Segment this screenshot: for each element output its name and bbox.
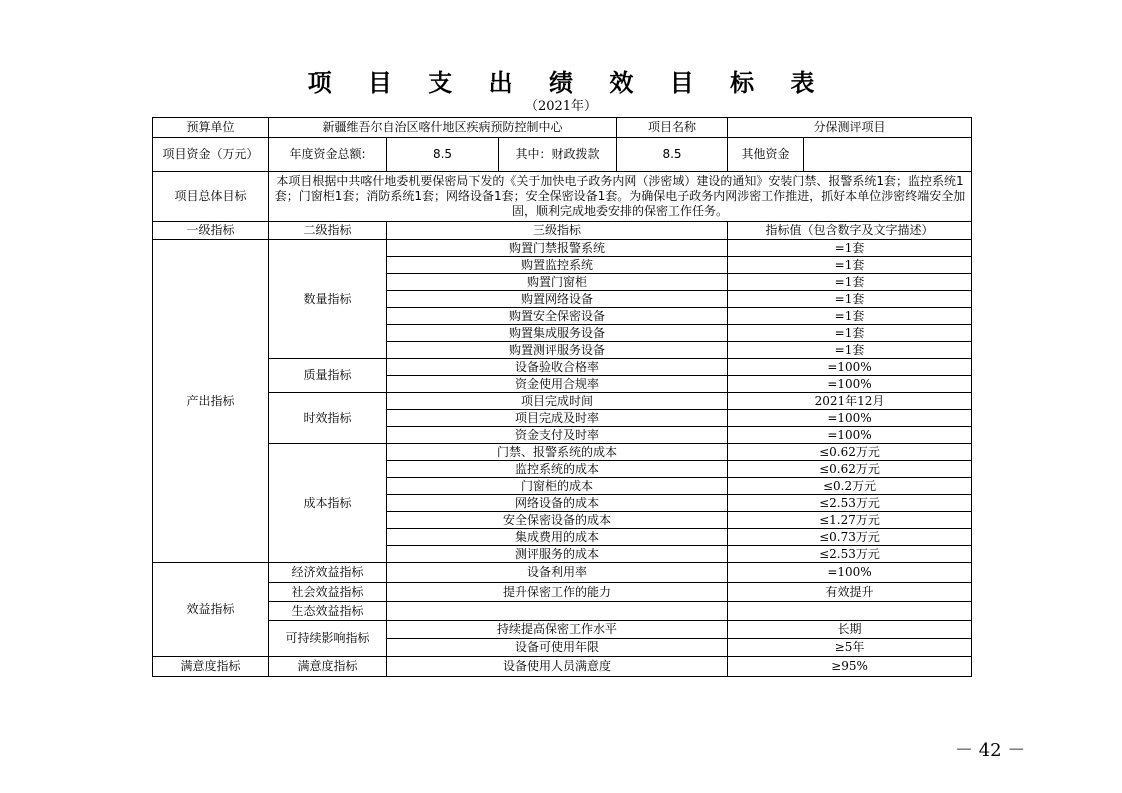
ecological-indicator-label: 生态效益指标	[269, 602, 387, 621]
fiscal-label: 其中：财政拨款	[499, 138, 617, 172]
indicator-value: 长期	[728, 621, 972, 639]
page-number: － 42 －	[955, 740, 1026, 761]
indicator-name: 网络设备的成本	[387, 495, 728, 512]
fund-label: 项目资金（万元）	[153, 138, 269, 172]
annual-total-label: 年度资金总额:	[269, 138, 387, 172]
sustainable-indicator-label: 可持续影响指标	[269, 621, 387, 657]
indicator-value: ≤0.2万元	[728, 478, 972, 495]
indicator-value: =1套	[728, 274, 972, 291]
col-level3: 三级指标	[387, 222, 728, 240]
benefit-indicator-label: 效益指标	[153, 563, 269, 657]
indicator-name: 购置安全保密设备	[387, 308, 728, 325]
indicator-value	[728, 602, 972, 621]
indicator-name: 购置门窗柜	[387, 274, 728, 291]
indicator-name: 资金支付及时率	[387, 427, 728, 444]
indicator-name: 提升保密工作的能力	[387, 583, 728, 602]
indicator-value: =100%	[728, 410, 972, 427]
indicator-name: 购置网络设备	[387, 291, 728, 308]
indicator-value: ≤2.53万元	[728, 495, 972, 512]
indicator-value: ≤2.53万元	[728, 546, 972, 563]
timeliness-indicator-label: 时效指标	[269, 393, 387, 444]
quality-indicator-label: 质量指标	[269, 359, 387, 393]
table-row	[153, 393, 972, 410]
indicator-value: ≤0.62万元	[728, 444, 972, 461]
goal-label: 项目总体目标	[153, 172, 269, 222]
indicator-value: =1套	[728, 342, 972, 359]
indicator-value: ≤0.73万元	[728, 529, 972, 546]
indicator-value: =100%	[728, 359, 972, 376]
indicator-value: 2021年12月	[728, 393, 972, 410]
other-fund-label: 其他资金	[728, 138, 804, 172]
indicator-name: 持续提高保密工作水平	[387, 621, 728, 639]
indicator-name: 安全保密设备的成本	[387, 512, 728, 529]
table-row	[153, 657, 972, 677]
table-title: 项 目 支 出 绩 效 目 标 表	[307, 68, 829, 97]
performance-target-table	[152, 117, 972, 677]
indicator-value: =1套	[728, 257, 972, 274]
indicator-name: 门窗柜的成本	[387, 478, 728, 495]
quantity-indicator-label: 数量指标	[269, 240, 387, 359]
table-row	[153, 359, 972, 376]
indicator-value: ≤0.62万元	[728, 461, 972, 478]
satisfaction-sub-label: 满意度指标	[269, 657, 387, 677]
indicator-name: 资金使用合规率	[387, 376, 728, 393]
indicator-value: =1套	[728, 308, 972, 325]
indicator-name: 购置门禁报警系统	[387, 240, 728, 257]
indicator-name: 集成费用的成本	[387, 529, 728, 546]
other-fund-value	[804, 138, 972, 172]
economic-indicator-label: 经济效益指标	[269, 563, 387, 583]
indicator-name: 项目完成及时率	[387, 410, 728, 427]
indicator-name	[387, 602, 728, 621]
table-row	[153, 602, 972, 621]
project-name-label: 项目名称	[617, 118, 728, 138]
indicator-name: 设备可使用年限	[387, 639, 728, 657]
indicator-value: ≥5年	[728, 639, 972, 657]
indicator-value: =100%	[728, 376, 972, 393]
goal-text: 本项目根据中共喀什地委机要保密局下发的《关于加快电子政务内网（涉密域）建设的通知》安装门禁、报警系统1套；监控系统1套；门窗柜1套；消防系统1套；网络设备1套；安全保密设备1套。为确保电子政务内网涉密工作推进，抓好本单位涉密终端安全加固，顺利完成地委安排的保密工作任务。	[269, 172, 972, 222]
column-header-row	[153, 222, 972, 240]
satisfaction-indicator-label: 满意度指标	[153, 657, 269, 677]
indicator-name: 门禁、报警系统的成本	[387, 444, 728, 461]
budget-unit-label: 预算单位	[153, 118, 269, 138]
table-row	[153, 621, 972, 639]
indicator-name: 监控系统的成本	[387, 461, 728, 478]
indicator-name: 测评服务的成本	[387, 546, 728, 563]
fiscal-value: 8.5	[617, 138, 728, 172]
table-row	[153, 240, 972, 257]
cost-indicator-label: 成本指标	[269, 444, 387, 563]
indicator-name: 设备使用人员满意度	[387, 657, 728, 677]
header-row-fund	[153, 138, 972, 172]
indicator-value: ≤1.27万元	[728, 512, 972, 529]
indicator-value: =1套	[728, 325, 972, 342]
indicator-value: =1套	[728, 291, 972, 308]
indicator-name: 项目完成时间	[387, 393, 728, 410]
indicator-name: 购置集成服务设备	[387, 325, 728, 342]
indicator-value: =100%	[728, 427, 972, 444]
budget-unit-value: 新疆维吾尔自治区喀什地区疾病预防控制中心	[269, 118, 617, 138]
indicator-value: ≥95%	[728, 657, 972, 677]
indicator-name: 设备验收合格率	[387, 359, 728, 376]
col-level2: 二级指标	[269, 222, 387, 240]
col-value: 指标值（包含数字及文字描述）	[728, 222, 972, 240]
header-row-unit	[153, 118, 972, 138]
project-name-value: 分保测评项目	[728, 118, 972, 138]
social-indicator-label: 社会效益指标	[269, 583, 387, 602]
table-row	[153, 444, 972, 461]
annual-total-value: 8.5	[387, 138, 499, 172]
col-level1: 一级指标	[153, 222, 269, 240]
indicator-name: 购置测评服务设备	[387, 342, 728, 359]
output-indicator-label: 产出指标	[153, 240, 269, 563]
table-row	[153, 583, 972, 602]
indicator-value: =1套	[728, 240, 972, 257]
table-row	[153, 563, 972, 583]
indicator-value: =100%	[728, 563, 972, 583]
indicator-name: 设备利用率	[387, 563, 728, 583]
indicator-name: 购置监控系统	[387, 257, 728, 274]
indicator-value: 有效提升	[728, 583, 972, 602]
header-row-goal	[153, 172, 972, 222]
table-year: （2021年）	[524, 99, 598, 114]
